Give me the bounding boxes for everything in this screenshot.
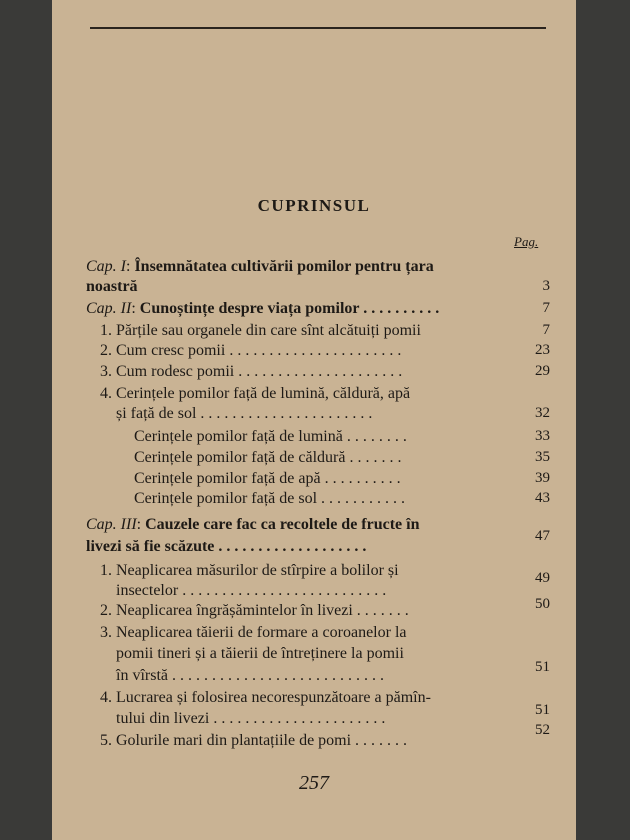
chapter-prefix: Cap. I bbox=[86, 258, 126, 275]
page-number: 47 bbox=[535, 528, 550, 544]
page-number: 29 bbox=[535, 363, 550, 379]
chapter-title: Cunoștințe despre viața pomilor . . . . . . . . . . bbox=[139, 300, 440, 317]
chapter-title: Cauzele care fac ca recoltele de fructe în bbox=[145, 516, 420, 533]
page-number: 52 bbox=[535, 722, 550, 738]
page-number: 50 bbox=[535, 596, 550, 612]
page-column-label: Pag. bbox=[514, 234, 539, 249]
page-number: 43 bbox=[535, 490, 550, 506]
page-number: 3 bbox=[542, 278, 550, 294]
chapter-prefix: Cap. III bbox=[86, 516, 137, 533]
page-number: 7 bbox=[542, 322, 550, 338]
page-number: 39 bbox=[535, 470, 550, 486]
page-number: 51 bbox=[535, 702, 550, 718]
page-number: 35 bbox=[535, 449, 550, 465]
page-number: 23 bbox=[535, 342, 550, 358]
page-number: 32 bbox=[535, 405, 550, 421]
page-number: 7 bbox=[542, 300, 550, 316]
chapter-prefix: Cap. II bbox=[86, 300, 132, 317]
page-number: 51 bbox=[535, 659, 550, 675]
top-rule bbox=[90, 27, 546, 29]
page-number-footer: 257 bbox=[299, 772, 329, 794]
page-title: CUPRINSUL bbox=[257, 196, 371, 215]
page-number: 33 bbox=[535, 428, 550, 444]
page-number: 49 bbox=[535, 570, 550, 586]
book-page: CUPRINSUL Pag. Cap. I: Însemnătatea cultivării pomilor pentru țara noastră 3 Cap. II: Cunoștințe despre viața pomilor . . . . . . . . . . 7 1. Părțile sau organele din care sînt alcătuiți pomii 7 2. Cum cresc pomii . . . . . . . . . . . . . . . . . . . . . . 23 3. Cum rodesc pomii . . . . . . . . . . . . . . . . . . . . . 29 4. Cerințele pomilor față de lumină, căldură, apă și față de sol . . . . . . . . . . . . . . . . . . . . . . 32 Cerințele pomilor față de lumină . . . . . . . . 33 Cerințele pomilor față de căldură . . . . . . . 35 Cerințele pomilor față de apă . . . . . . . . . . 39 Cerințele pomilor față de sol . . . . . . . . . . . 43 Cap. III: Cauzele care fac ca recoltele de fructe în livezi să fie scăzute . . . . . . . . . . . . . . . . . . . 47 1. Neaplicarea măsurilor de stîrpire a bolilor și insectelor . . . . . . . . . . . . . . . . . . . . . . . . . . 49 2. Neaplicarea îngrășămintelor în livezi . . . . . . . 50 3. Neaplicarea tăierii de formare a coroanelor la pomii tineri și a tăierii de întreținere la pomii în vîrstă . . . . . . . . . . . . . . . . . . . . . . . . . . . 51 4. Lucrarea și folosirea necorespunzătoare a pămîn- tului din livezi . . . . . . . . . . . . . . . . . . . . . . 51 5. Golurile mari din plantațiile de pomi . . . . . . . 52 257 bbox=[52, 0, 576, 840]
chapter-title: Însemnătatea cultivării pomilor pentru țara bbox=[134, 258, 434, 275]
